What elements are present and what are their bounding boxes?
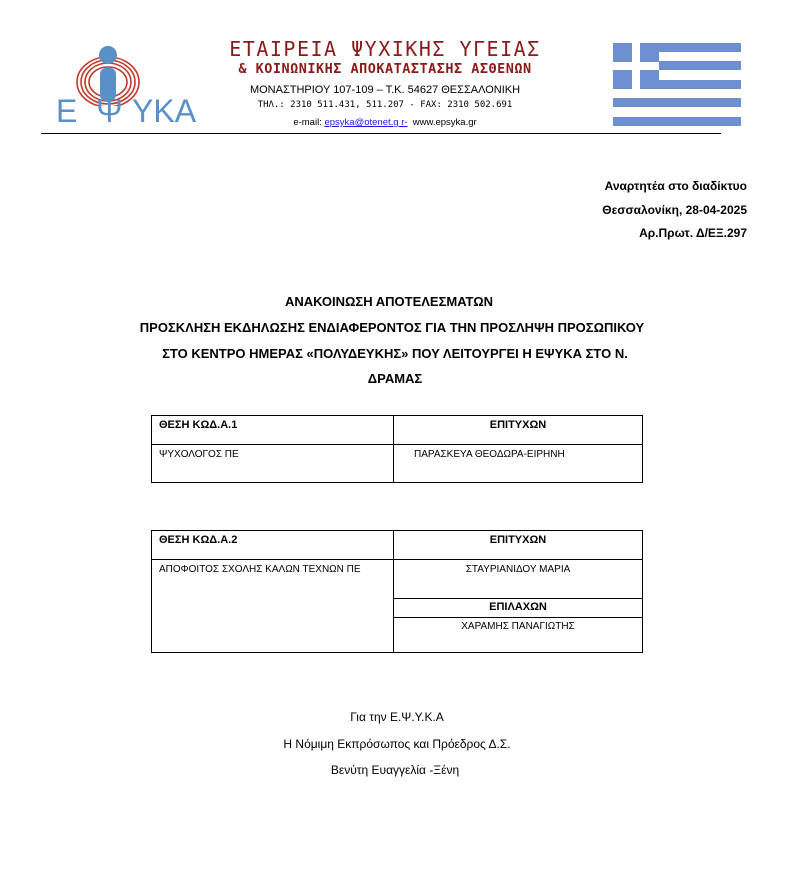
table2-position-header: ΘΕΣΗ ΚΩΔ.Α.2 [159,534,238,546]
org-contact [200,117,570,128]
results-table-a1 [151,415,643,483]
org-phone: ΤΗΛ.: 2310 511.431, 511.207 - FAX: 2310 502.691 [257,100,513,110]
org-name-line1: ΕΤΑΙΡΕΙΑ ΨΥΧΙΚΗΣ ΥΓΕΙΑΣ [229,37,541,61]
table1-position-header: ΘΕΣΗ ΚΩΔ.Α.1 [159,419,238,431]
document-title: ΑΝΑΚΟΙΝΩΣΗ ΑΠΟΤΕΛΕΣΜΑΤΩΝ [284,294,494,309]
logo-letters-yka: ΥΚΑ [132,93,197,126]
document-subtitle-line2: ΣΤΟ ΚΕΝΤΡΟ ΗΜΕΡΑΣ «ΠΟΛΥΔΕΥΚΗΣ» ΠΟΥ ΛΕΙΤΟΥΡΓΕΙ Η ΕΨΥΚΑ ΣΤΟ Ν. [162,346,628,361]
protocol-number: Αρ.Πρωτ. Δ/ΕΞ.297 [639,226,747,240]
table1-winner-header: ΕΠΙΤΥΧΩΝ [489,419,547,431]
place-date: Θεσσαλονίκη, 28-04-2025 [602,203,747,217]
signature-name: Βενύτη Ευαγγελία -Ξένη [330,763,460,777]
signature-org: Για την Ε.Ψ.Υ.Κ.Α [350,710,444,724]
email-link[interactable]: epsyka@otenet.g r- [324,117,408,128]
table1-position: ΨΥΧΟΛΟΓΟΣ ΠΕ [159,449,239,460]
table2-winner-header: ΕΠΙΤΥΧΩΝ [489,534,547,546]
epsyka-logo [54,44,214,126]
results-table-a2 [151,530,643,653]
org-address: ΜΟΝΑΣΤΗΡΙΟΥ 107-109 – Τ.Κ. 54627 ΘΕΣΣΑΛΟΝΙΚΗ [249,84,521,96]
logo-letter-psi: Ψ [96,93,123,126]
header-divider [41,133,721,134]
table2-runner-up-header: ΕΠΙΛΑΧΩΝ [489,601,547,613]
logo-letter-e: Ε [56,93,78,126]
document-subtitle-line1: ΠΡΟΣΚΛΗΣΗ ΕΚΔΗΛΩΣΗΣ ΕΝΔΙΑΦΕΡΟΝΤΟΣ ΓΙΑ ΤΗΝ ΠΡΟΣΛΗΨΗ ΠΡΟΣΩΠΙΚΟΥ [139,320,645,335]
document-subtitle-line3: ΔΡΑΜΑΣ [367,371,423,386]
greek-flag [613,43,741,126]
email-label: e-mail: [293,117,322,128]
table2-position: ΑΠΟΦΟΙΤΟΣ ΣΧΟΛΗΣ ΚΑΛΩΝ ΤΕΧΝΩΝ ΠΕ [159,564,361,575]
table2-runner-up: ΧΑΡΑΜΗΣ ΠΑΝΑΓΙΩΤΗΣ [461,621,575,632]
signature-role: Η Νόμιμη Εκπρόσωπος και Πρόεδρος Δ.Σ. [283,737,511,751]
website: www.epsyka.gr [412,117,477,128]
org-name-line2: & ΚΟΙΝΩΝΙΚΗΣ ΑΠΟΚΑΤΑΣΤΑΣΗΣ ΑΣΘΕΝΩΝ [238,61,532,77]
table1-winner: ΠΑΡΑΣΚΕΥΑ ΘΕΟΔΩΡΑ-ΕΙΡΗΝΗ [414,449,565,460]
logo-dot [99,46,117,64]
table2-winner: ΣΤΑΥΡΙΑΝΙΔΟΥ ΜΑΡΙΑ [465,564,571,575]
posting-note: Αναρτητέα στο διαδίκτυο [604,179,747,193]
